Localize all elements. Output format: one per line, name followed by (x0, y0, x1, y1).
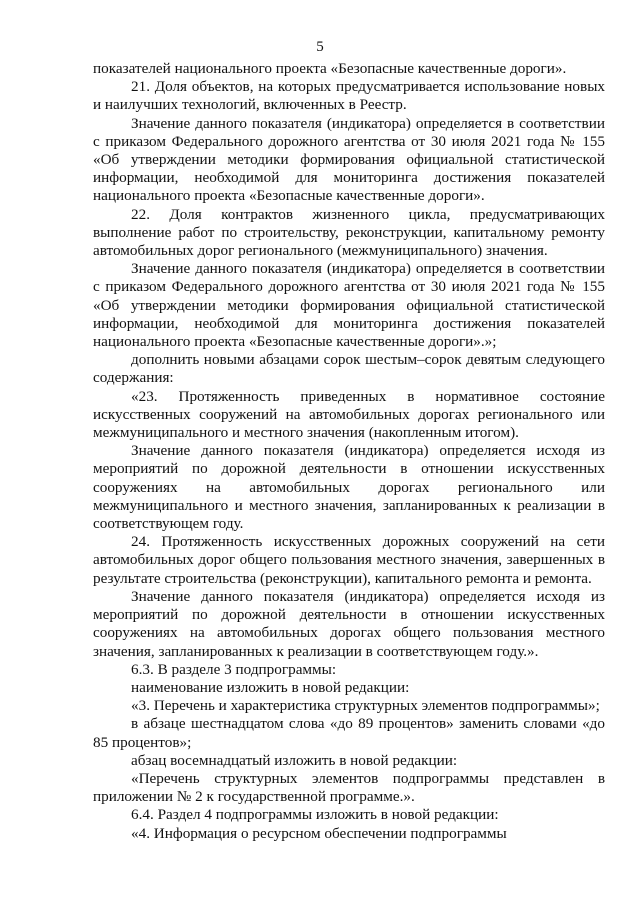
paragraph: Значение данного показателя (индикатора) определяется в соответствии с приказом Федерального дорожного агентства от 30 июля 2021 года № 155 «Об утверждении методики формирования официальной статистической информации, необходимой для мониторинга достижения показателей национального проекта «Безопасные качественные дороги».»; (93, 260, 605, 351)
paragraph: «23. Протяженность приведенных в нормативное состояние искусственных сооружений на автомобильных дорогах регионального или межмуниципального и местного значения (накопленным итогом). (93, 387, 605, 442)
page-number: 5 (316, 39, 324, 55)
paragraph: Значение данного показателя (индикатора) определяется исходя из мероприятий по дорожной деятельности в отношении искусственных сооружениях на автомобильных дорогах регионального или межмуниципального и местного значения, запланированных к реализации в соответствующем году. (93, 442, 605, 533)
paragraph: 24. Протяженность искусственных дорожных сооружений на сети автомобильных дорог общего пользования местного значения, завершенных в результате строительства (реконструкции), капитального ремонта и ремонта. (93, 533, 605, 587)
paragraph: 22. Доля контрактов жизненного цикла, предусматривающих выполнение работ по строительству, реконструкции, капитальному ремонту автомобильных дорог регионального (межмуниципального) значения. (93, 205, 605, 260)
paragraph: 21. Доля объектов, на которых предусматривается использование новых и наилучших технологий, включенных в Реестр. (93, 78, 605, 114)
paragraph: 6.3. В разделе 3 подпрограммы: (131, 660, 337, 678)
paragraph: 6.4. Раздел 4 подпрограммы изложить в новой редакции: (131, 806, 499, 824)
paragraph: Значение данного показателя (индикатора) определяется в соответствии с приказом Федерального дорожного агентства от 30 июля 2021 года № 155 «Об утверждении методики формирования официальной статистической информации, необходимой для мониторинга достижения показателей национального проекта «Безопасные качественные дороги». (93, 114, 605, 205)
paragraph: абзац восемнадцатый изложить в новой редакции: (131, 751, 458, 769)
paragraph: «Перечень структурных элементов подпрограммы представлен в приложении № 2 к государственной программе.». (93, 769, 605, 806)
paragraph: Значение данного показателя (индикатора) определяется исходя из мероприятий по дорожной деятельности в отношении искусственных сооружениях на автомобильных дорогах общего пользования местного значения, запланированных к реализации в соответствующем году.». (93, 587, 605, 660)
paragraph: наименование изложить в новой редакции: (131, 678, 410, 696)
paragraph: дополнить новыми абзацами сорок шестым–сорок девятым следующего содержания: (93, 351, 605, 387)
paragraph: в абзаце шестнадцатом слова «до 89 процентов» заменить словами «до 85 процентов»; (93, 715, 605, 751)
document-body (93, 60, 605, 843)
paragraph: «4. Информация о ресурсном обеспечении подпрограммы (131, 824, 507, 842)
paragraph: показателей национального проекта «Безопасные качественные дороги». (93, 60, 567, 77)
paragraph: «3. Перечень и характеристика структурных элементов подпрограммы»; (131, 697, 600, 715)
